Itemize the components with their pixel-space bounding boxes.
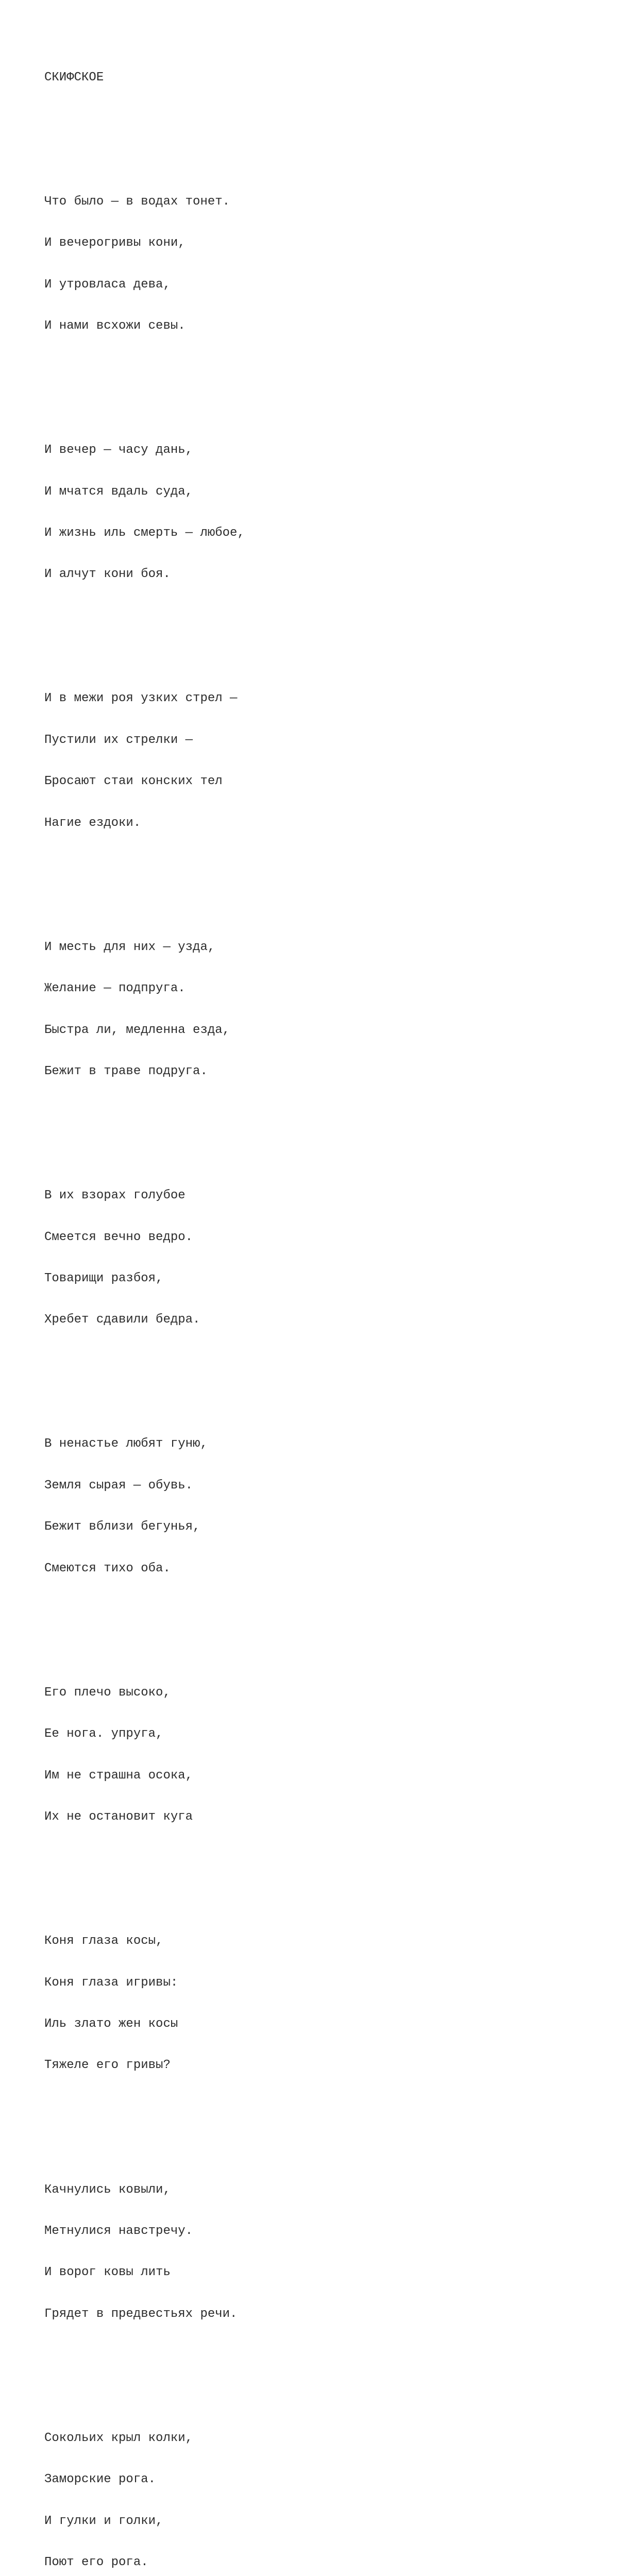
stanza	[44, 2404, 611, 2576]
poem-line: Грядет в предвестьях речи.	[44, 2307, 238, 2321]
poem-line: Поют его рога.	[44, 2555, 148, 2570]
stanza	[44, 167, 611, 361]
poem-line: Бежит вблизи бегунья,	[44, 1520, 200, 1534]
stanza	[44, 1162, 611, 1355]
stanza	[44, 665, 611, 858]
poem-line: И гулки и голки,	[44, 2514, 163, 2528]
title-spacer	[44, 112, 611, 126]
poem-line: Ее нога. упруга,	[44, 1727, 163, 1741]
poem-line: Иль злато жен косы	[44, 2016, 178, 2031]
stanza	[44, 1410, 611, 1603]
poem-line: И алчут кони боя.	[44, 567, 171, 582]
poem-line: Их не остановит куга	[44, 1810, 193, 1824]
poem-line: Коня глаза игривы:	[44, 1975, 178, 1990]
poem-line: И ворог ковы лить	[44, 2265, 171, 2280]
poem-line: И мчатся вдаль суда,	[44, 484, 193, 499]
poem-title: СКИФСКОЕ	[44, 70, 104, 84]
poem-line: В их взорах голубое	[44, 1189, 186, 1203]
poem-line: Что было — в водах тонет.	[44, 194, 230, 209]
poem-line: И жизнь иль смерть — любое,	[44, 526, 245, 540]
poem-line: И вечер — часу дань,	[44, 443, 193, 457]
poem-line: И месть для них — узда,	[44, 940, 215, 954]
poem-line: Тяжеле его гривы?	[44, 2058, 171, 2073]
stanza	[44, 416, 611, 609]
poem-text	[44, 43, 611, 2576]
poem-line: И нами всхожи севы.	[44, 318, 186, 333]
poem-line: В ненастье любят гуню,	[44, 1437, 208, 1451]
poem-line: Товарищи разбоя,	[44, 1271, 163, 1285]
poem-line: Метнулися навстречу.	[44, 2224, 193, 2238]
poem-line: Смеются тихо оба.	[44, 1561, 171, 1575]
poem-line: Сокольих крыл колки,	[44, 2431, 193, 2445]
poem-line: Желание — подпруга.	[44, 981, 186, 996]
poem-line: Бросают стаи конских тел	[44, 774, 223, 789]
poem-line: Бежит в траве подруга.	[44, 1064, 208, 1078]
poem-line: Земля сырая — обувь.	[44, 1478, 193, 1493]
poem-line: Пустили их стрелки —	[44, 733, 193, 747]
poem-line: Смеется вечно ведро.	[44, 1230, 193, 1244]
stanza	[44, 1658, 611, 1852]
stanza	[44, 913, 611, 1106]
poem-line: Хребет сдавили бедра.	[44, 1313, 200, 1327]
stanza	[44, 2156, 611, 2349]
poem-line: Им не страшна осока,	[44, 1768, 193, 1783]
poem-line: И утровласа дева,	[44, 277, 171, 292]
poem-line: Заморские рога.	[44, 2472, 156, 2487]
stanza	[44, 1907, 611, 2100]
poem-line: Коня глаза косы,	[44, 1934, 163, 1948]
poem-line: Нагие ездоки.	[44, 816, 141, 830]
poem-line: И вечерогривы кони,	[44, 236, 186, 250]
poem-line: Качнулись ковыли,	[44, 2182, 171, 2197]
poem-line: И в межи роя узких стрел —	[44, 691, 238, 706]
poem-line: Быстра ли, медленна езда,	[44, 1023, 230, 1037]
poem-line: Его плечо высоко,	[44, 1685, 171, 1700]
